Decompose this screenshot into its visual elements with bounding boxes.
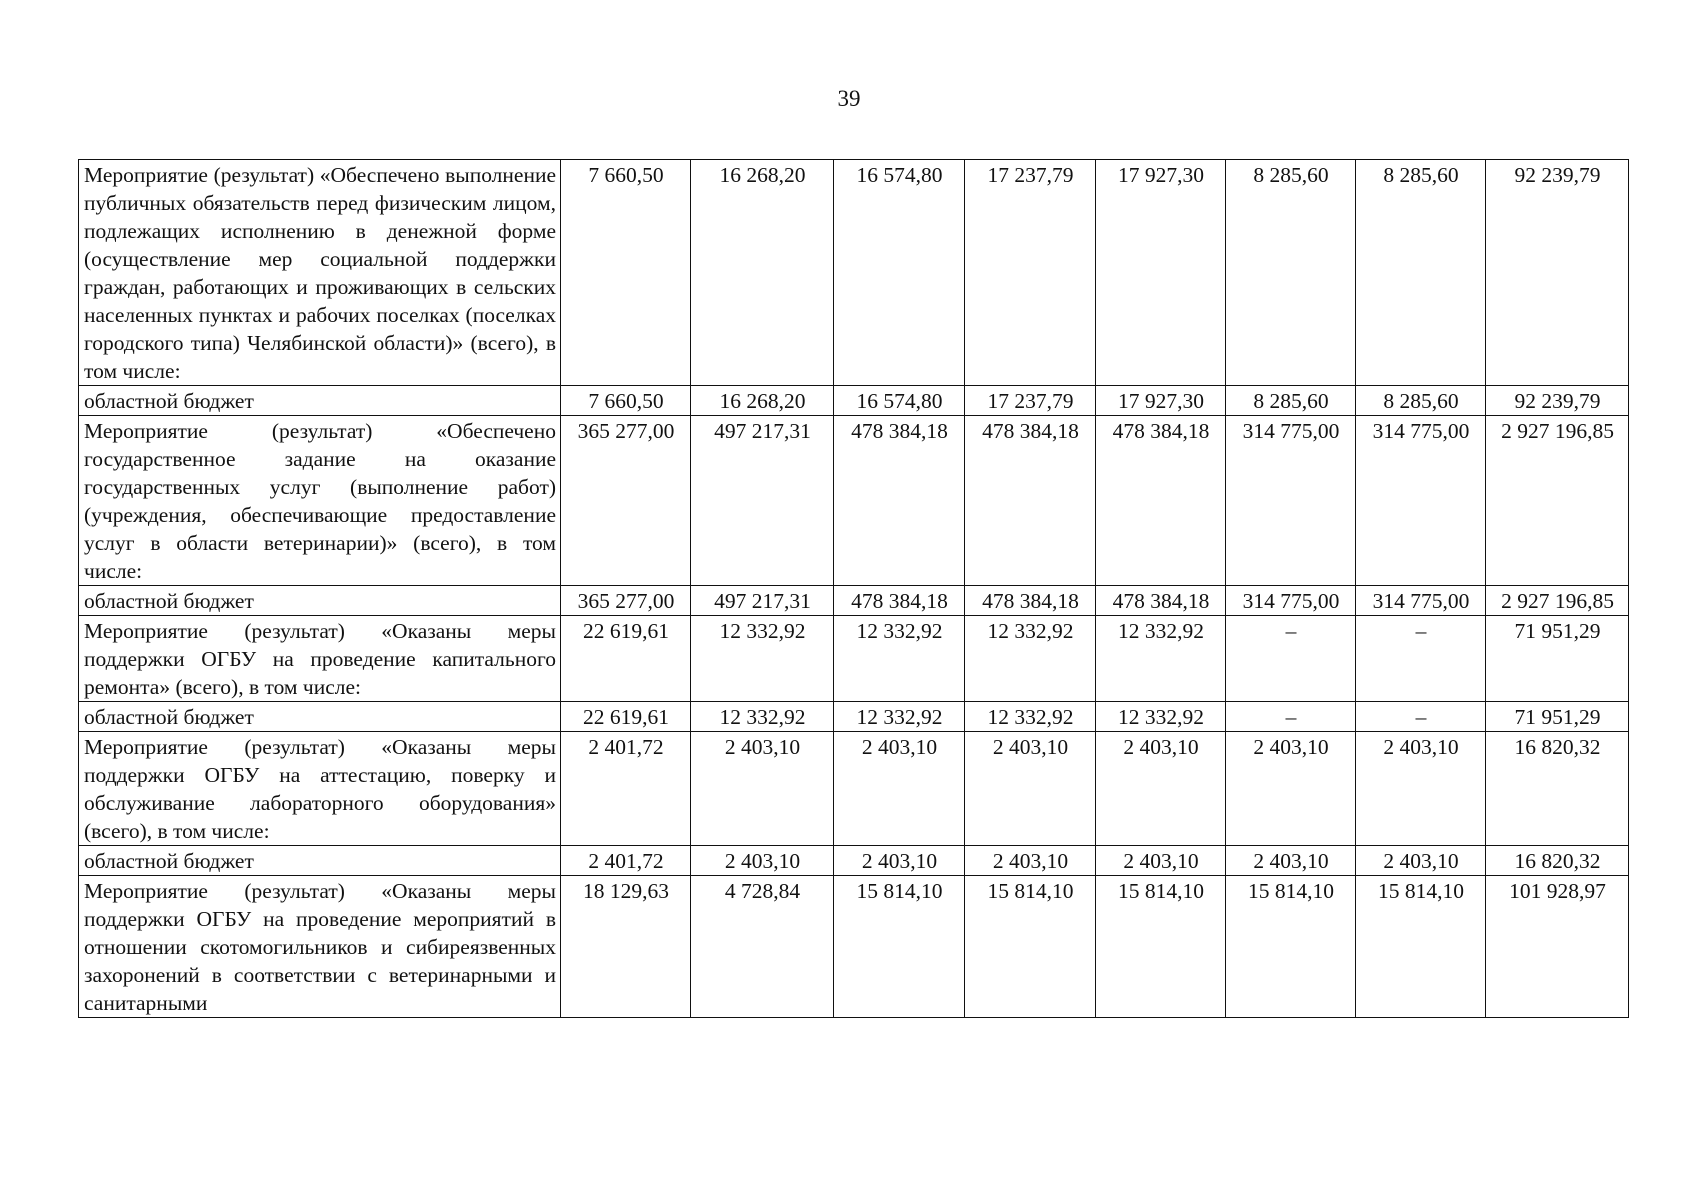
total-value-cell: 92 239,79: [1486, 386, 1629, 416]
budget-table-body: [79, 160, 1629, 1018]
year-value-cell: 12 332,92: [834, 702, 965, 732]
year-value-cell: 16 268,20: [691, 160, 834, 386]
year-value-cell: 15 814,10: [1226, 876, 1356, 1018]
year-value-cell: 12 332,92: [834, 616, 965, 702]
total-value-cell: 16 820,32: [1486, 846, 1629, 876]
year-value-cell: –: [1226, 702, 1356, 732]
year-value-cell: 17 927,30: [1096, 386, 1226, 416]
year-value-cell: –: [1356, 702, 1486, 732]
year-value-cell: –: [1226, 616, 1356, 702]
year-value-cell: 365 277,00: [561, 416, 691, 586]
budget-table: [78, 159, 1629, 1018]
year-value-cell: 497 217,31: [691, 416, 834, 586]
year-value-cell: 2 403,10: [1356, 846, 1486, 876]
total-value-cell: 2 927 196,85: [1486, 586, 1629, 616]
year-value-cell: 16 574,80: [834, 160, 965, 386]
budget-source-row: [79, 702, 1629, 732]
year-value-cell: 12 332,92: [1096, 616, 1226, 702]
year-value-cell: 2 403,10: [691, 846, 834, 876]
year-value-cell: 2 403,10: [1226, 846, 1356, 876]
year-value-cell: 478 384,18: [1096, 416, 1226, 586]
year-value-cell: 314 775,00: [1226, 416, 1356, 586]
year-value-cell: 497 217,31: [691, 586, 834, 616]
total-value-cell: 71 951,29: [1486, 702, 1629, 732]
year-value-cell: 15 814,10: [965, 876, 1096, 1018]
year-value-cell: 2 403,10: [1226, 732, 1356, 846]
budget-source-row: [79, 846, 1629, 876]
year-value-cell: 12 332,92: [691, 702, 834, 732]
year-value-cell: 22 619,61: [561, 616, 691, 702]
total-value-cell: 71 951,29: [1486, 616, 1629, 702]
year-value-cell: 8 285,60: [1356, 160, 1486, 386]
year-value-cell: 2 403,10: [1096, 732, 1226, 846]
year-value-cell: 478 384,18: [834, 416, 965, 586]
year-value-cell: 478 384,18: [965, 586, 1096, 616]
year-value-cell: 2 403,10: [834, 732, 965, 846]
year-value-cell: 2 401,72: [561, 846, 691, 876]
year-value-cell: 8 285,60: [1356, 386, 1486, 416]
measure-row: [79, 616, 1629, 702]
year-value-cell: 4 728,84: [691, 876, 834, 1018]
year-value-cell: 16 574,80: [834, 386, 965, 416]
measure-description: Мероприятие (результат) «Оказаны меры поддержки ОГБУ на проведение капитального ремонта» (всего), в том числе:: [79, 616, 561, 702]
measure-row: [79, 416, 1629, 586]
year-value-cell: 16 268,20: [691, 386, 834, 416]
total-value-cell: 92 239,79: [1486, 160, 1629, 386]
measure-row: [79, 876, 1629, 1018]
measure-row: [79, 732, 1629, 846]
budget-source-label: областной бюджет: [79, 386, 561, 416]
year-value-cell: –: [1356, 616, 1486, 702]
measure-description: Мероприятие (результат) «Оказаны меры поддержки ОГБУ на проведение мероприятий в отношении скотомогильников и сибиреязвенных захоронений в соответствии с ветеринарными и санитарными: [79, 876, 561, 1018]
year-value-cell: 17 237,79: [965, 160, 1096, 386]
year-value-cell: 2 403,10: [965, 732, 1096, 846]
year-value-cell: 7 660,50: [561, 160, 691, 386]
year-value-cell: 478 384,18: [965, 416, 1096, 586]
year-value-cell: 2 403,10: [965, 846, 1096, 876]
measure-description: Мероприятие (результат) «Оказаны меры поддержки ОГБУ на аттестацию, поверку и обслуживание лабораторного оборудования» (всего), в том числе:: [79, 732, 561, 846]
budget-source-label: областной бюджет: [79, 702, 561, 732]
year-value-cell: 314 775,00: [1226, 586, 1356, 616]
year-value-cell: 314 775,00: [1356, 416, 1486, 586]
year-value-cell: 478 384,18: [834, 586, 965, 616]
year-value-cell: 7 660,50: [561, 386, 691, 416]
year-value-cell: 8 285,60: [1226, 160, 1356, 386]
budget-source-label: областной бюджет: [79, 586, 561, 616]
year-value-cell: 2 403,10: [1096, 846, 1226, 876]
year-value-cell: 18 129,63: [561, 876, 691, 1018]
budget-source-label: областной бюджет: [79, 846, 561, 876]
year-value-cell: 12 332,92: [965, 702, 1096, 732]
year-value-cell: 15 814,10: [1356, 876, 1486, 1018]
budget-source-row: [79, 386, 1629, 416]
total-value-cell: 16 820,32: [1486, 732, 1629, 846]
year-value-cell: 17 927,30: [1096, 160, 1226, 386]
year-value-cell: 17 237,79: [965, 386, 1096, 416]
measure-description: Мероприятие (результат) «Обеспечено государственное задание на оказание государственных услуг (выполнение работ) (учреждения, обеспечивающие предоставление услуг в области ветеринарии)» (всего), в том числе:: [79, 416, 561, 586]
year-value-cell: 12 332,92: [691, 616, 834, 702]
year-value-cell: 314 775,00: [1356, 586, 1486, 616]
year-value-cell: 478 384,18: [1096, 586, 1226, 616]
budget-source-row: [79, 586, 1629, 616]
year-value-cell: 2 401,72: [561, 732, 691, 846]
year-value-cell: 12 332,92: [965, 616, 1096, 702]
total-value-cell: 2 927 196,85: [1486, 416, 1629, 586]
year-value-cell: 15 814,10: [1096, 876, 1226, 1018]
year-value-cell: 15 814,10: [834, 876, 965, 1018]
year-value-cell: 8 285,60: [1226, 386, 1356, 416]
measure-description: Мероприятие (результат) «Обеспечено выполнение публичных обязательств перед физическим лицом, подлежащих исполнению в денежной форме (осуществление мер социальной поддержки граждан, работающих и проживающих в сельских населенных пунктах и рабочих поселках (поселках городского типа) Челябинской области)» (всего), в том числе:: [79, 160, 561, 386]
year-value-cell: 22 619,61: [561, 702, 691, 732]
total-value-cell: 101 928,97: [1486, 876, 1629, 1018]
year-value-cell: 365 277,00: [561, 586, 691, 616]
measure-row: [79, 160, 1629, 386]
year-value-cell: 12 332,92: [1096, 702, 1226, 732]
year-value-cell: 2 403,10: [1356, 732, 1486, 846]
page-number: 39: [837, 86, 861, 111]
year-value-cell: 2 403,10: [834, 846, 965, 876]
year-value-cell: 2 403,10: [691, 732, 834, 846]
